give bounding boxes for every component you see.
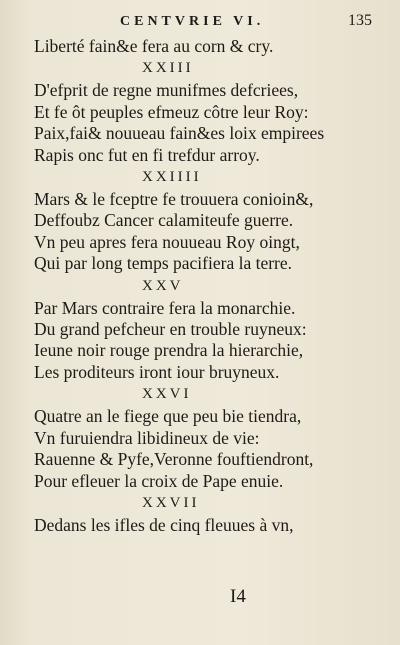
verse-line: Rauenne & Pyfe,Veronne fouftiendront, bbox=[34, 449, 314, 470]
quatrain-number: XXIIII bbox=[142, 169, 202, 186]
running-head-title: CENTVRIE VI. bbox=[120, 14, 265, 29]
quatrain-text bbox=[34, 36, 374, 536]
running-head bbox=[0, 14, 400, 36]
verse-line: Liberté fain&e fera au corn & cry. bbox=[34, 36, 274, 56]
verse-line: Par Mars contraire fera la monarchie. bbox=[34, 297, 296, 318]
verse-line: Dedans les ifles de cinq fleuues à vn, bbox=[34, 514, 294, 535]
verse-line: Et fe ôt peuples efmeuz côtre leur Roy: bbox=[34, 101, 309, 122]
verse-line: Du grand pefcheur en trouble ruyneux: bbox=[34, 319, 307, 340]
page-number: 135 bbox=[348, 12, 372, 29]
verse-line: Rapis onc fut en fi trefdur arroy. bbox=[34, 144, 260, 165]
verse-line: D'efprit de regne munifmes defcriees, bbox=[34, 80, 299, 101]
verse-line: Ieune noir rouge prendra la hierarchie, bbox=[34, 340, 304, 361]
quatrain-number: XXVII bbox=[142, 494, 200, 511]
quatrain-number: XXIII bbox=[142, 60, 194, 77]
verse-line: Mars & le fceptre fe trouuera conioin&, bbox=[34, 189, 314, 210]
verse-line: Quatre an le fiege que peu bie tiendra, bbox=[34, 406, 302, 427]
verse-line: Les proditeurs iront iour bruyneux. bbox=[34, 361, 280, 382]
verse-line: Deffoubz Cancer calamiteufe guerre. bbox=[34, 210, 294, 231]
verse-line: Vn peu apres fera nouueau Roy oingt, bbox=[34, 231, 300, 252]
verse-line: Paix,fai& nouueau fain&es loix empirees bbox=[34, 123, 325, 144]
verse-line: Vn furuiendra libidineux de vie: bbox=[34, 427, 260, 448]
verse-line: Pour efleuer la croix de Pape enuie. bbox=[34, 470, 284, 491]
quatrain-number: XXVI bbox=[142, 386, 192, 403]
verse-line: Qui par long temps pacifiera la terre. bbox=[34, 253, 293, 274]
quatrain-number: XXV bbox=[142, 277, 184, 294]
signature-mark: I4 bbox=[230, 586, 246, 607]
